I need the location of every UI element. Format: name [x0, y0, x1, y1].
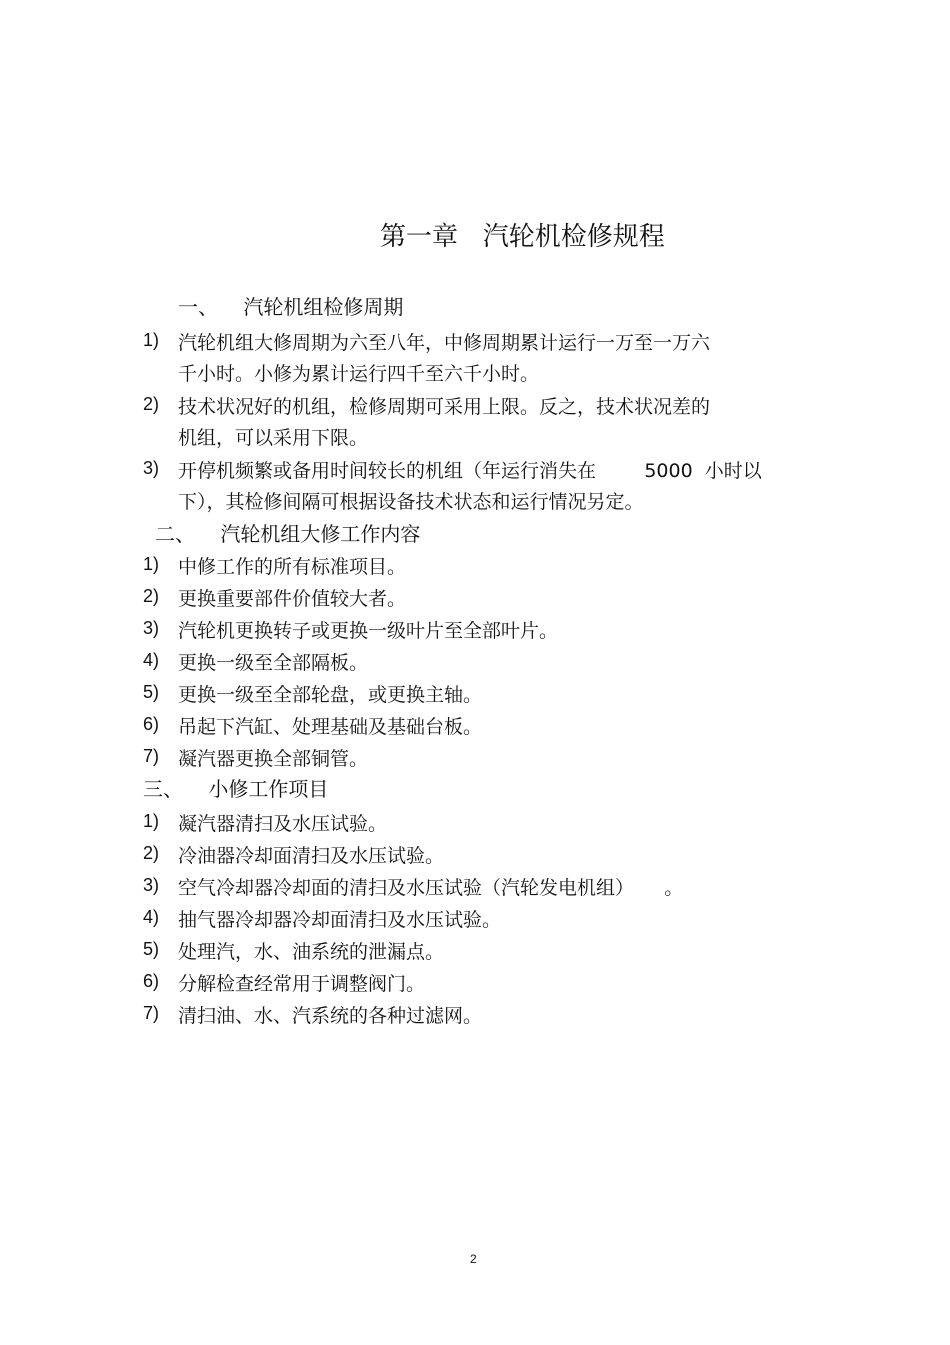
list-number: 7): [143, 1003, 160, 1023]
list-number: 3): [143, 618, 160, 638]
list-number: 2): [143, 394, 160, 414]
list-item: 分解检查经常用于调整阀门。: [178, 973, 426, 995]
list-item: 技术状况好的机组，检修周期可采用上限。反之，技术状况差的: [178, 396, 711, 418]
list-number: 3): [143, 875, 160, 895]
list-number: 5): [143, 682, 160, 702]
list-item: 冷油器冷却面清扫及水压试验。: [178, 845, 445, 867]
list-number: 4): [143, 650, 160, 670]
list-item: 中修工作的所有标准项目。: [178, 556, 407, 578]
list-number: 2): [143, 586, 160, 606]
list-item-continuation: 机组，可以采用下限。: [178, 427, 369, 449]
list-item: 汽轮机更换转子或更换一级叶片至全部叶片。: [178, 620, 559, 642]
list-item: 处理汽，水、油系统的泄漏点。: [178, 941, 445, 963]
list-item: 空气冷却器冷却面的清扫及水压试验（汽轮发电机组） 。: [178, 877, 684, 899]
section-heading-1: 一、 汽轮机组检修周期: [178, 295, 404, 319]
list-number: 4): [143, 907, 160, 927]
page-number: 2: [470, 1252, 477, 1266]
section-heading-2: 二、 汽轮机组大修工作内容: [155, 522, 421, 546]
list-item: 更换一级至全部轮盘，或更换主轴。: [178, 684, 483, 706]
list-number: 5): [143, 939, 160, 959]
section-heading-3: 三、 小修工作项目: [143, 777, 329, 801]
list-number: 1): [143, 330, 160, 350]
list-item: 更换重要部件价值较大者。: [178, 588, 407, 610]
list-item-continuation: 下），其检修间隔可根据设备技术状态和运行情况另定。: [178, 491, 644, 513]
list-item: 清扫油、水、汽系统的各种过滤网。: [178, 1005, 483, 1027]
list-item-continuation: 千小时。小修为累计运行四千至六千小时。: [178, 363, 540, 385]
list-number: 6): [143, 714, 160, 734]
list-item: 抽气器冷却器冷却面清扫及水压试验。: [178, 909, 502, 931]
list-item: 吊起下汽缸、处理基础及基础台板。: [178, 716, 483, 738]
page-title: 第一章 汽轮机检修规程: [380, 222, 665, 252]
list-item: 开停机频繁或备用时间较长的机组（年运行消失在 5000 小时以: [178, 460, 762, 482]
list-number: 6): [143, 971, 160, 991]
list-number: 2): [143, 843, 160, 863]
list-item: 汽轮机组大修周期为六至八年，中修周期累计运行一万至一万六: [178, 332, 711, 354]
list-number: 1): [143, 811, 160, 831]
list-number: 7): [143, 746, 160, 766]
list-number: 1): [143, 554, 160, 574]
list-item: 凝汽器清扫及水压试验。: [178, 813, 388, 835]
list-item: 更换一级至全部隔板。: [178, 652, 369, 674]
list-number: 3): [143, 458, 160, 478]
list-item: 凝汽器更换全部铜管。: [178, 748, 369, 770]
